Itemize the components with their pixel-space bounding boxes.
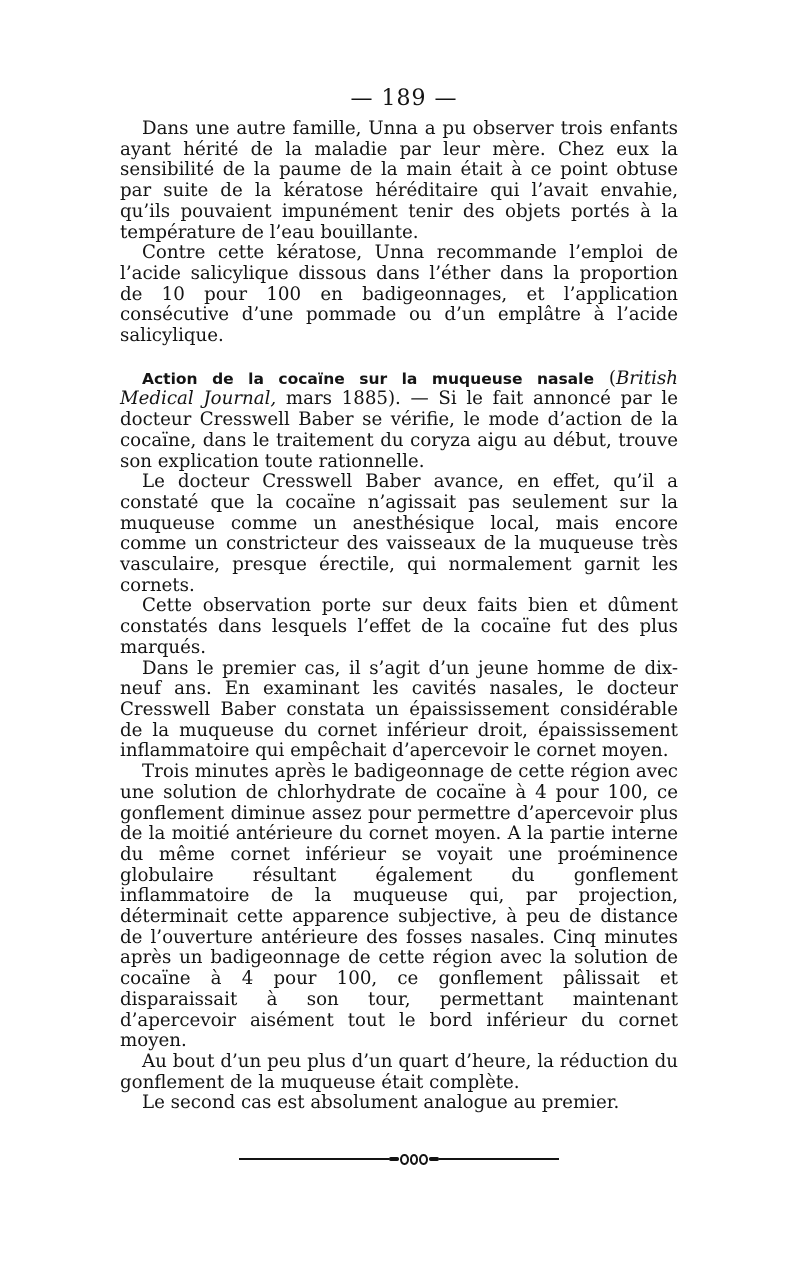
- paragraph: Le second cas est absolument analogue au premier.: [142, 1092, 620, 1114]
- paragraph: Trois minutes après le badigeonnage de cette région avec une solution de chlorhydrate de cocaïne à 4 pour 100, ce gonflement diminue assez pour permettre d’apercevoir plus de la moitié antérieure du cornet moyen. A la partie interne du même cornet inférieur se voyait une proéminence globulaire résultant également du gonflement inflammatoire de la muqueuse qui, par projection, déterminait cette apparence subjective, à peu de distance de l’ouverture antérieure des fosses nasales. Cinq minutes après un badigeonnage de cette région avec la solution de cocaïne à 4 pour 100, ce gonflement pâlissait et disparaissait à son tour, permettant maintenant d’apercevoir aisément tout le bord inférieur du cornet moyen.: [120, 761, 678, 1052]
- ornamental-rule: [239, 1154, 559, 1164]
- page: [120, 86, 678, 1164]
- paragraph: Contre cette kératose, Unna recommande l’emploi de l’acide salicylique dissous dans l’éther dans la proportion de 10 pour 100 en badigeonnages, et l’application consécutive d’une pommade ou d’un emplâtre à l’acide salicylique.: [120, 242, 678, 347]
- paragraph: Le docteur Cresswell Baber avance, en effet, qu’il a constaté que la cocaïne n’agissait pas seulement sur la muqueuse comme un anesthésique local, mais encore comme un constricteur des vaisseaux de la muqueuse très vasculaire, presque érectile, qui normalement garnit les cornets.: [120, 471, 678, 596]
- paragraph: Cette observation porte sur deux faits bien et dûment constatés dans lesquels l’effet de la cocaïne fut des plus marqués.: [120, 595, 678, 658]
- paragraph: Au bout d’un peu plus d’un quart d’heure, la réduction du gonflement de la muqueuse était complète.: [120, 1050, 678, 1093]
- source-date: mars 1885).: [285, 388, 401, 410]
- section-intro-text: — Si le fait annoncé par le docteur Cresswell Baber se vérifie, le mode d’action de la cocaïne, dans le traitement du coryza aigu au début, trouve son explication toute rationnelle.: [120, 388, 678, 472]
- section-heading: Action de la cocaïne sur la muqueuse nasale: [142, 369, 594, 388]
- page-number: — 189 —: [350, 86, 458, 111]
- section-gap: [120, 347, 678, 369]
- source-journal: British Medical Journal,: [120, 367, 678, 410]
- paragraph: Dans le premier cas, il s’agit d’un jeune homme de dix-neuf ans. En examinant les cavités nasales, le docteur Cresswell Baber constata un épaississement considérable de la muqueuse du cornet inférieur droit, épaississement inflammatoire qui empêchait d’apercevoir le cornet moyen.: [120, 657, 678, 762]
- rule-line-left: [239, 1158, 389, 1160]
- section-intro-paragraph: Action de la cocaïne sur la muqueuse nasale (British Medical Journal, mars 1885). — Si le fait annoncé par le docteur Cresswell Baber se vérifie, le mode d’action de la cocaïne, dans le traitement du coryza aigu au début, trouve son explication toute rationnelle.: [120, 367, 678, 472]
- rule-ornament-icon: [389, 1154, 439, 1164]
- paragraph: Dans une autre famille, Unna a pu observer trois enfants ayant hérité de la maladie par leur mère. Chez eux la sensibilité de la paume de la main était à ce point obtuse par suite de la kératose héréditaire qui l’avait envahie, qu’ils pouvaient impunément tenir des objets portés à la température de l’eau bouillante.: [120, 118, 678, 243]
- rule-line-right: [439, 1158, 559, 1160]
